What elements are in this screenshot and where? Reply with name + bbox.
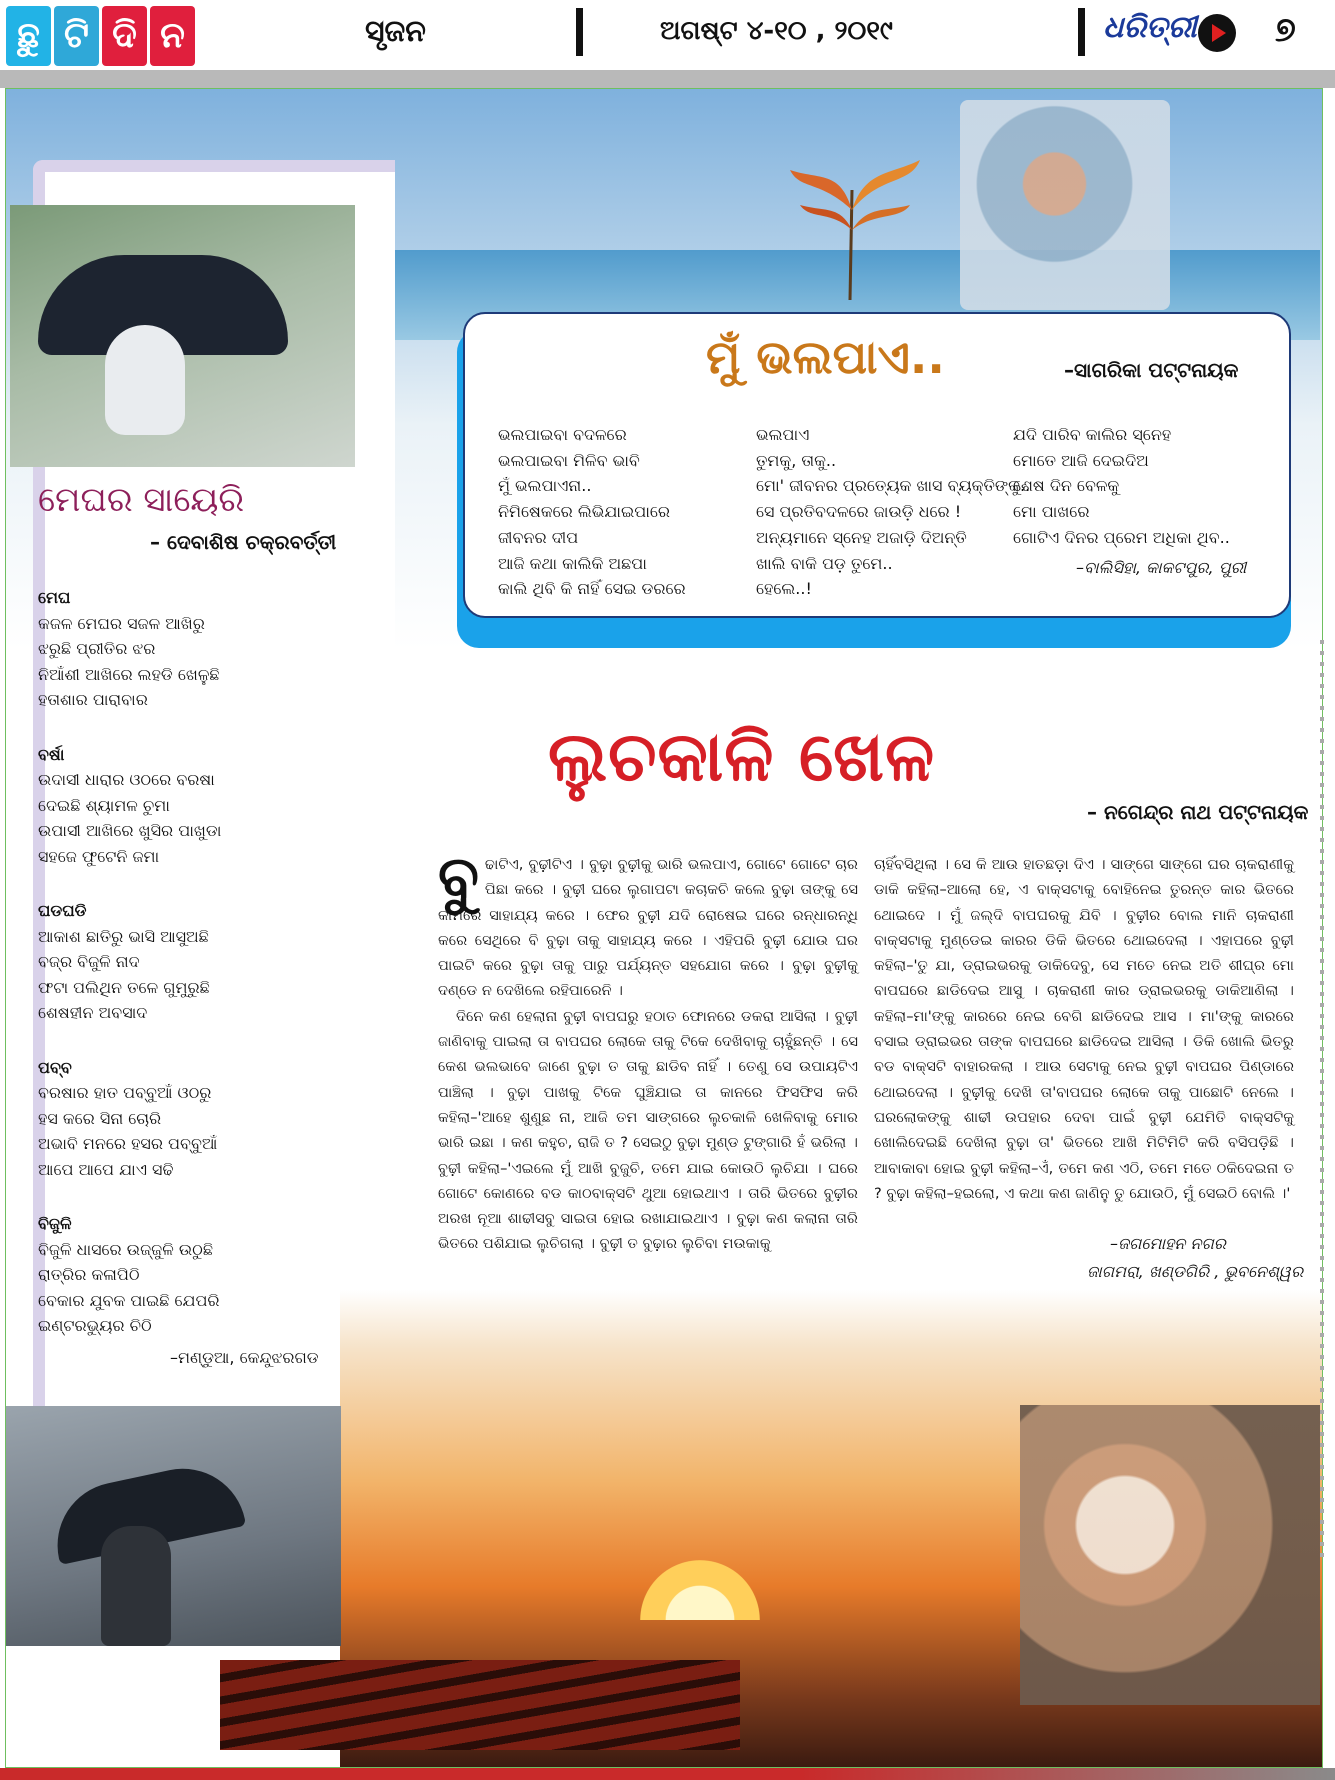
poem-line: ଜୀବନର ଦୀପ	[498, 527, 579, 547]
stanza	[38, 1055, 358, 1183]
poem-line: ମୋ' ଜୀବନର ପ୍ରତ୍ୟେକ ଖାସ ବ୍ୟକ୍ତିଙ୍କୁ..	[756, 476, 1031, 496]
poem-line: ଆଜି କଥା କାଲିକି ଅଛପା	[498, 553, 647, 573]
poem-column	[1013, 422, 1230, 551]
poem-line: ନିମିଷେକରେ ଲିଭିଯାଇପାରେ	[498, 502, 671, 522]
poem-line: ଅନ୍ୟମାନେ ସ୍ନେହ ଅଜାଡ଼ି ଦିଅନ୍ତି	[756, 527, 967, 547]
divider-bar	[1078, 8, 1085, 56]
logo-tile: ଦି	[102, 6, 147, 66]
poem-line: ଶେଷ ଦିନ ବେଳକୁ	[1013, 476, 1120, 496]
stanza	[38, 742, 358, 870]
story-column	[438, 843, 858, 1257]
poem-line: ଇଣ୍ଟରଭ୍ୟୁର ଚିଠି	[38, 1316, 152, 1335]
poem-line: ଆକାଶ ଛାତିରୁ ଭାସି ଆସୁଅଛି	[38, 926, 209, 946]
story-title: ଲୁଚକାଳି ଖେଳ	[548, 718, 936, 797]
poem-line: ଭଲପାଇବା ବଦଳରେ	[498, 425, 627, 444]
poem-line: ଉପାସୀ ଆଖିରେ ଖୁସିର ପାଖୁଡା	[38, 821, 222, 840]
poem-line: ଆପେ ଆପେ ଯାଏ ସଢି	[38, 1159, 174, 1179]
poem-line: ଖାଲି ବାକି ପଡ଼ ତୁମେ..	[756, 553, 893, 573]
page-number: ୭	[1275, 10, 1296, 50]
bottom-bar	[0, 1768, 1335, 1780]
header-band	[0, 70, 1335, 88]
poem-line: ଝରୁଛି ପ୍ରୀତିର ଝର	[38, 639, 156, 658]
dotted-divider	[1320, 640, 1324, 1560]
poem-line: ଫଟା ପଲିଥିନ ତଳେ ଗୁମୁରୁଛି	[38, 977, 210, 997]
story-place: ଜାଗମରା, ଖଣ୍ଡଗିରି , ଭୁବନେଶ୍ୱର	[1087, 1262, 1304, 1281]
poem-line: ଗୋଟିଏ ଦିନର ପ୍ରେମ ଅଧିକା ଥିବ..	[1013, 527, 1230, 547]
poem-line: ଉଦାସୀ ଧାରାର ଓଠରେ ବରଷା	[38, 770, 215, 789]
play-icon	[1198, 14, 1236, 52]
poem-line: ତୁମକୁ, ତାକୁ..	[756, 450, 837, 470]
story-author: – ନଗେନ୍ଦ୍ର ନାଥ ପଟ୍ଟନାୟକ	[1087, 800, 1309, 824]
sidebar-poem-title: ମେଘର ସାୟେରି	[38, 480, 245, 520]
poem-line: ମୋ ପାଖରେ	[1013, 502, 1090, 522]
poem-line: ଶେଷହୀନ ଅବସାଦ	[38, 1003, 148, 1022]
poem-author: –ସାଗରିକା ପଟ୍ଟନାୟକ	[1064, 358, 1239, 382]
story-column	[874, 852, 1294, 1206]
poem-credit: –ବାଲିସିହା, କାକଟପୁର, ପୁରୀ	[1076, 558, 1247, 577]
sidebar-poem-credit: –ମଣ୍ଡୁଆ, କେନ୍ଦୁଝରଗଡ	[170, 1348, 319, 1367]
story-paragraph: ଚାହିଁବସିଥିଲା । ସେ କି ଆଉ ହାତଛଡ଼ା ଦିଏ । ସାଙ୍ଗେ ସାଙ୍ଗେ ଘର ଚାକରାଣୀକୁ ଡାକି କହିଲା–ଆଲୋ ହେ, ଏ ବାକ୍ସଟାକୁ ବୋହିନେଇ ତୁରନ୍ତ କାର ଭିତରେ ଥୋଇଦେ । ମୁଁ ଜଲ୍ଦି ବାପଘରକୁ ଯିବି । ବୁଢ଼ୀର ବୋଲ ମାନି ଚାକରାଣୀ ବାକ୍ସଟାକୁ ମୁଣ୍ଡେଇ କାରର ଡିକି ଭିତରେ ଥୋଇଦେଲା । ଏହାପରେ ବୁଢ଼ୀ କହିଲା–'ତୁ ଯା, ଡ୍ରାଇଭରକୁ ଡାକିଦେବୁ, ସେ ମତେ ନେଇ ଅତି ଶୀଘ୍ର ମୋ ବାପଘରେ ଛାଡିଦେଇ ଆସୁ । ଚାକରାଣୀ କାର ଡ୍ରାଇଭରକୁ ଡାକିଆଣିଲା । କହିଲା–ମା'ଙ୍କୁ କାରରେ ନେଇ ବେଗି ଛାଡିଦେଇ ଆସ । ମା'ଙ୍କୁ କାରରେ ବସାଇ ଡ୍ରାଇଭର ତାଙ୍କ ବାପଘରେ ଛାଡିଦେଇ ଆସିଲା । ଡିକି ଖୋଲି ଭିତରୁ ବଡ ବାକ୍ସଟି ବାହାରକଲା । ଆଉ ସେଟାକୁ ନେଇ ବୁଢ଼ୀ ବାପଘର ପିଣ୍ଡାରେ ଥୋଇଦେଲା । ବୁଢ଼ୀକୁ ଦେଖି ତା'ବାପଘର ଲୋକେ ତାକୁ ପାଛୋଟି ନେଲେ । ଘରଲୋକଙ୍କୁ ଶାଢୀ ଉପହାର ଦେବା ପାଇଁ ବୁଢ଼ୀ ଯେମିତି ବାକ୍ସଟିକୁ ଖୋଲିଦେଇଛି ଦେଖିଲା ବୁଢ଼ା ତା' ଭିତରେ ଆଖି ମିଟିମିଟି କରି ବସିପଡ଼ିଛି । ଆବାକାବା ହୋଇ ବୁଢ଼ୀ କହିଲା–ଏଁ, ତମେ କଣ ଏଠି, ତମେ ମତେ ଠକିଦେଇନା ତ ? ବୁଢ଼ା କହିଲା–ହଇଲୋ, ଏ କଥା କଣ ଜାଣିନୁ ତୁ ଯୋଉଠି, ମୁଁ ସେଇଠି ବୋଲି ।'	[874, 856, 1294, 1202]
poem-line: ହେଲେ..!	[756, 579, 812, 599]
stanza-title: ବିଜୁଳି	[38, 1214, 72, 1233]
poem-line: ରାତ୍ରିର କଳାପିଠି	[38, 1265, 140, 1284]
poem-line: ବରଷାର ହାତ ପବ୍ବୁଆଁ ଓଠରୁ	[38, 1083, 212, 1102]
poem-line: ହସ କରେ ସିନା ଚୋରି	[38, 1108, 162, 1128]
poem-line: ବେକାର ଯୁବକ ପାଇଛି ଯେପରି	[38, 1290, 220, 1310]
poem-line: ବିଜୁଳି ଧାସରେ ଉଜ୍ଜୁଳି ଉଠୁଛି	[38, 1239, 213, 1259]
dropcap: ବୁ	[438, 843, 479, 913]
poem-line: ଭଲପାଇବା ମିଳିବ ଭାବି	[498, 450, 640, 470]
poem-line: ଭଲପାଏ	[756, 425, 810, 444]
stanza-title: ମେଘ	[38, 588, 71, 607]
poem-line: ମୋତେ ଆଜି ଦେଇଦିଅ	[1013, 450, 1149, 470]
poem-line: ବଜ୍ର ବିଜୁଳି ନାଦ	[38, 952, 140, 971]
story-paragraph	[438, 843, 858, 1004]
poem-line: ସେ ପ୍ରତିବଦଳରେ ଜାଉଡ଼ି ଧରେ !	[756, 502, 962, 522]
poem-line: ହତାଶାର ପାରାବାର	[38, 690, 148, 709]
poem-line: ଦେଇଛି ଶ୍ୟାମଳ ଚୁମା	[38, 795, 170, 815]
poem-line: ଅଭାବି ମନରେ ହସର ପବ୍ବୁଆଁ	[38, 1134, 218, 1153]
story-paragraph: ଦିନେ କଣ ହେଲାନା ବୁଢ଼ୀ ବାପଘରୁ ହଠାତ ଫୋନରେ ଡକରା ଆସିଲା । ବୁଢ଼ୀ ଜାଣିବାକୁ ପାଇଲା ତା ବାପଘର ଲୋକେ ତାକୁ ଟିକେ ଦେଖିବାକୁ ଚାହୁଁଛନ୍ତି । ସେ କେଶ ଭଲଭାବେ ଜାଣେ ବୁଢ଼ା ତ ତାକୁ ଛାଡିବ ନାହିଁ । ତେଣୁ ସେ ଉପାୟଟିଏ ପାଞ୍ଚିଲା । ବୁଢ଼ା ପାଖକୁ ଟିକେ ଘୁଞ୍ଚିଯାଇ ତା କାନରେ ଫିସଫିସ କରି କହିଲା–'ଆହେ ଶୁଣୁଛ ନା, ଆଜି ତମ ସାଙ୍ଗରେ ଲୁଚକାଳି ଖେଳିବାକୁ ମୋର ଭାରି ଇଛା । କଣ କହୁଚ, ରାଜି ତ ? ସେଇଠୁ ବୁଢ଼ା ମୁଣ୍ଡ ଟୁଙ୍ଗାରି ହଁ ଭରିଲା । ବୁଢ଼ୀ କହିଲା–'ଏଇଲେ ମୁଁ ଆଖି ବୁଜୁଚି, ତମେ ଯାଇ କୋଉଠି ଲୁଚିଯା । ଘରେ ଗୋଟେ କୋଣରେ ବଡ କାଠବାକ୍ସଟି ଥୁଆ ହୋଇଥାଏ । ତାରି ଭିତରେ ବୁଢ଼ୀର ଅରଖ ନୂଆ ଶାଢୀସବୁ ସାଇତା ହୋଇ ରଖାଯାଇଥାଏ । ବୁଢ଼ା କଣ କଲାନା ତାରି ଭିତରେ ପଶିଯାଇ ଲୁଚିଗଲା । ବୁଢ଼ୀ ତ ବୁଢ଼ାର ଲୁଚିବା ମଉକାକୁ	[438, 1007, 858, 1253]
stanza	[38, 1211, 358, 1339]
poem-line: ନିଆଁଶୀ ଆଖିରେ ଲହଡି ଖେଳୁଛି	[38, 664, 220, 684]
masthead	[0, 0, 1335, 70]
poem-line: ମୁଁ ଭଲପାଏନା..	[498, 476, 592, 496]
stanza-title: ପବ୍ବ	[38, 1057, 72, 1077]
poem-line: ସହଜେ ଫୁଟେନି ଜମା	[38, 846, 160, 866]
issue-date: ଅଗଷ୍ଟ ୪-୧୦ , ୨୦୧୯	[660, 16, 893, 46]
stanza-title: ଘଡଘଡି	[38, 901, 87, 920]
poem-line: କାଲି ଥିବି କି ନାହିଁ ସେଇ ଡରରେ	[498, 579, 686, 599]
poem-line: ଯଦି ପାରିବ କାଲିର ସ୍ନେହ	[1013, 425, 1172, 444]
dharitri-logo: ଧରିତ୍ରୀ	[1103, 10, 1197, 45]
sidebar-poem-body	[38, 585, 358, 1368]
stanza	[38, 898, 358, 1026]
poem-column	[498, 422, 686, 602]
poem-column	[756, 422, 1030, 602]
stanza-title: ବର୍ଷା	[38, 744, 65, 764]
sidebar-poem-author: – ଦେବାଶିଷ ଚକ୍ରବର୍ତ୍ତୀ	[150, 530, 337, 554]
section-name: ସୃଜନ	[365, 14, 426, 49]
story-credit: –ଜଗମୋହନ ନଗର	[1110, 1234, 1226, 1253]
poem-line: କଜଳ ମେଘର ସଜଳ ଆଖିରୁ	[38, 613, 205, 633]
story-text: ଢାଟିଏ, ବୁଢ଼ୀଟିଏ । ବୁଢ଼ା ବୁଢ଼ୀକୁ ଭାରି ଭଲପାଏ, ଗୋଟେ ଗୋଟେ ଚାର ପିଛା କରେ । ବୁଢ଼ୀ ଘରେ ଲୁଗାପଟା କଚାକଚି କଲେ ବୁଢ଼ା ତାଙ୍କୁ ସେ କାମରେ ସାହାଯ୍ୟ କରେ । ଫେର ବୁଢ଼ୀ ଯଦି ରୋଷେଇ ଘରେ ରନ୍ଧାରନ୍ଧି କରେ ସେଥିରେ ବି ବୁଢ଼ା ତାକୁ ସାହାଯ୍ୟ କରେ । ଏହିପରି ବୁଢ଼ୀ ଯୋଉ ଘର ପାଇଟି କରେ ବୁଢ଼ା ତାକୁ ପାରୁ ପର୍ଯ୍ୟନ୍ତ ସହଯୋଗ କରେ । ବୁଢ଼ା ବୁଢ଼ୀକୁ ଦଣ୍ଡେ ନ ଦେଖିଲେ ରହିପାରେନି ।	[438, 856, 858, 1000]
divider-bar	[576, 8, 583, 56]
stanza	[38, 585, 358, 713]
logo-tile: ଟି	[54, 6, 99, 66]
chhutidina-logo	[6, 6, 195, 66]
logo-tile: ନ	[150, 6, 195, 66]
poem-title: ମୁଁ ଭଲପାଏ..	[706, 330, 945, 384]
logo-tile: ଛୁ	[6, 6, 51, 66]
